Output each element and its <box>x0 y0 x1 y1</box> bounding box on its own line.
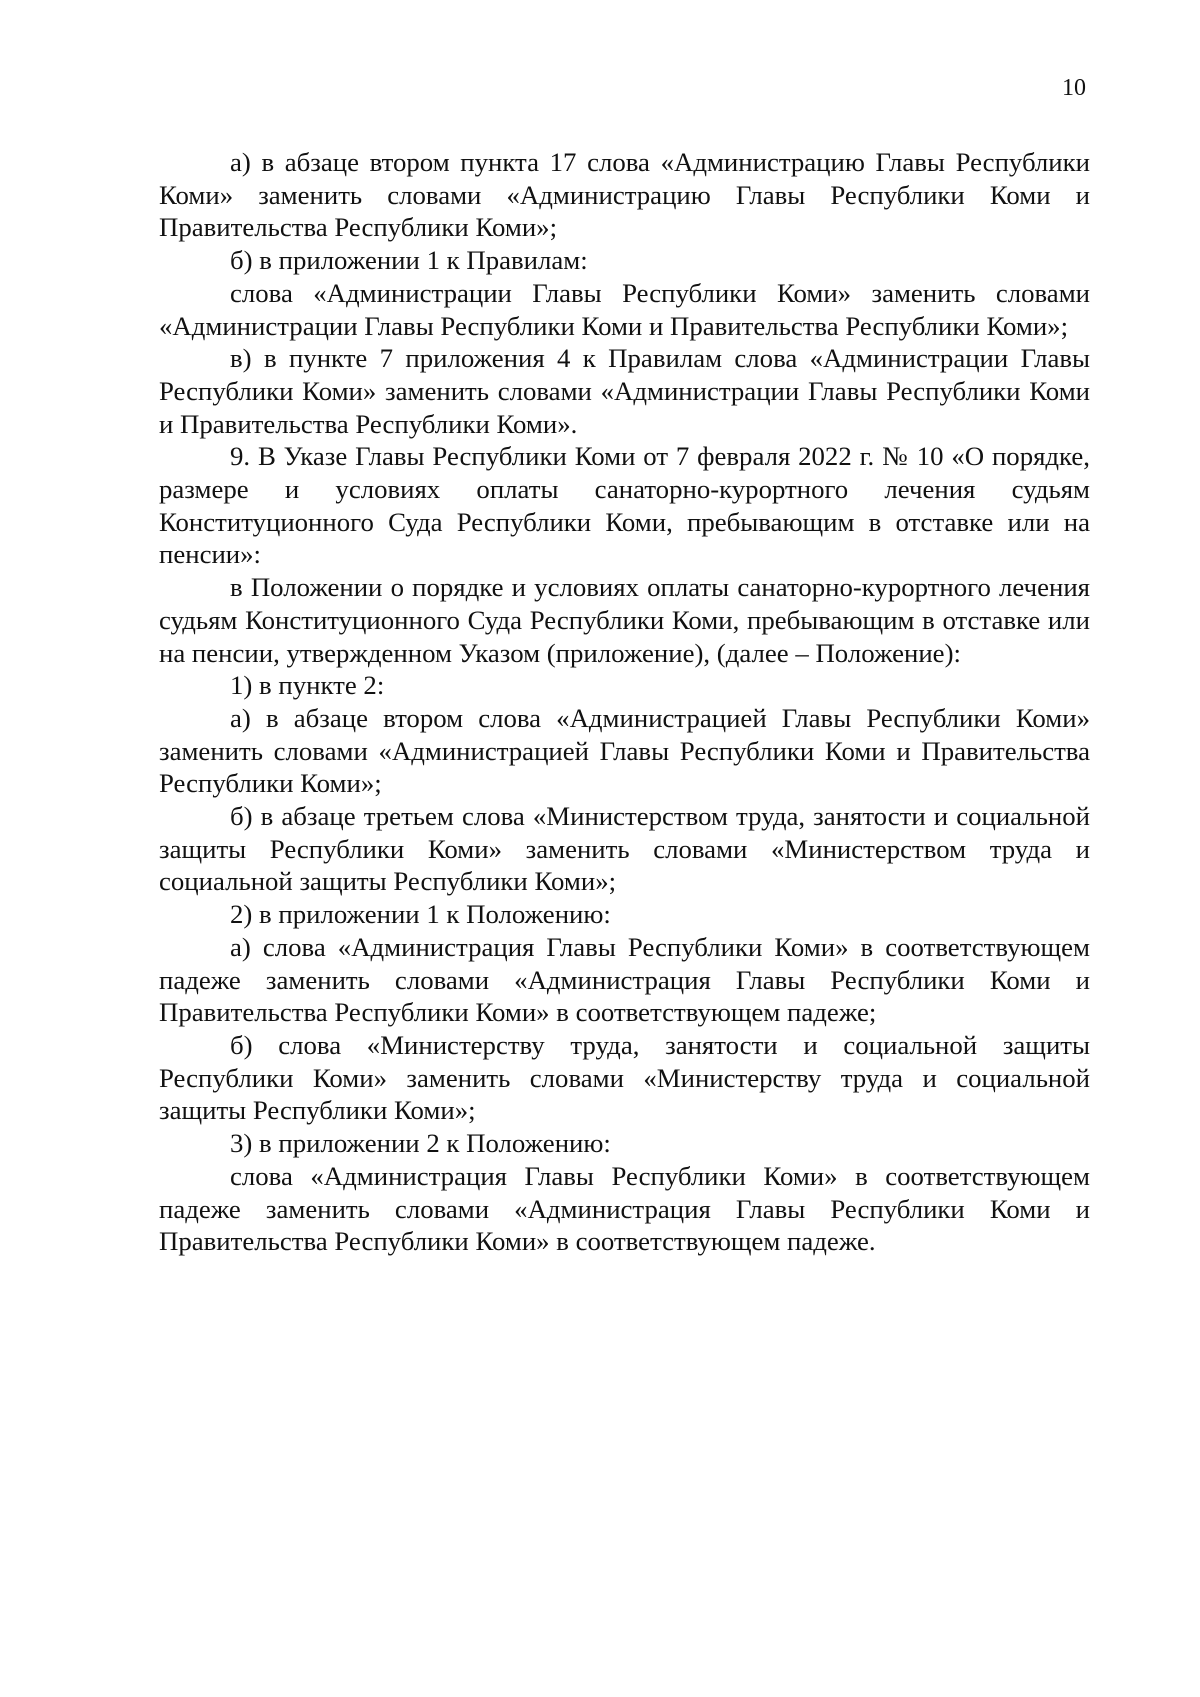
document-body <box>159 146 1090 1258</box>
paragraph-words-administration: слова «Администрации Главы Республики Коми» заменить словами «Администрации Главы Республики Коми и Правительства Республики Коми»; <box>159 277 1090 341</box>
paragraph-item-a-17: а) в абзаце втором пункта 17 слова «Администрацию Главы Республики Коми» заменить словами «Администрацию Главы Республики Коми и Правительства Республики Коми»; <box>159 147 1090 243</box>
paragraph-section-9-decree: 9. В Указе Главы Республики Коми от 7 февраля 2022 г. № 10 «О порядке, размере и условиях оплаты санаторно-курортного лечения судьям Конституционного Суда Республики Коми, пребывающим в отставке или на пенсии»: <box>159 441 1090 570</box>
paragraph-point-2-b: б) в абзаце третьем слова «Министерством труда, занятости и социальной защиты Республики Коми» заменить словами «Министерством труда и социальной защиты Республики Коми»; <box>159 801 1090 897</box>
paragraph-annex-2-words: слова «Администрация Главы Республики Коми» в соответствующем падеже заменить словами «Администрация Главы Республики Коми и Правительства Республики Коми» в соответствующем падеже. <box>159 1160 1090 1257</box>
paragraph-point-2: 1) в пункте 2: <box>230 670 385 701</box>
paragraph-annex-2-regulation: 3) в приложении 2 к Положению: <box>230 1128 611 1159</box>
paragraph-annex-1-b: б) слова «Министерству труда, занятости и социальной защиты Республики Коми» заменить словами «Министерству труда и социальной защиты Республики Коми»; <box>159 1029 1090 1126</box>
paragraph-item-b-annex-1-rules: б) в приложении 1 к Правилам: <box>230 245 588 276</box>
page-number: 10 <box>1062 75 1086 101</box>
paragraph-annex-1-regulation: 2) в приложении 1 к Положению: <box>230 899 611 930</box>
paragraph-annex-1-a: а) слова «Администрация Главы Республики Коми» в соответствующем падеже заменить словами «Администрация Главы Республики Коми и Правительства Республики Коми» в соответствующем падеже; <box>159 931 1090 1028</box>
paragraph-item-v-annex-4: в) в пункте 7 приложения 4 к Правилам слова «Администрации Главы Республики Коми» заменить словами «Администрации Главы Республики Коми и Правительства Республики Коми». <box>159 343 1090 439</box>
paragraph-regulation-intro: в Положении о порядке и условиях оплаты санаторно-курортного лечения судьям Конституционного Суда Республики Коми, пребывающим в отставке или на пенсии, утвержденном Указом (приложение), (далее – Положение): <box>159 572 1090 668</box>
paragraph-point-2-a: а) в абзаце втором слова «Администрацией Главы Республики Коми» заменить словами «Администрацией Главы Республики Коми и Правительства Республики Коми»; <box>159 702 1090 799</box>
